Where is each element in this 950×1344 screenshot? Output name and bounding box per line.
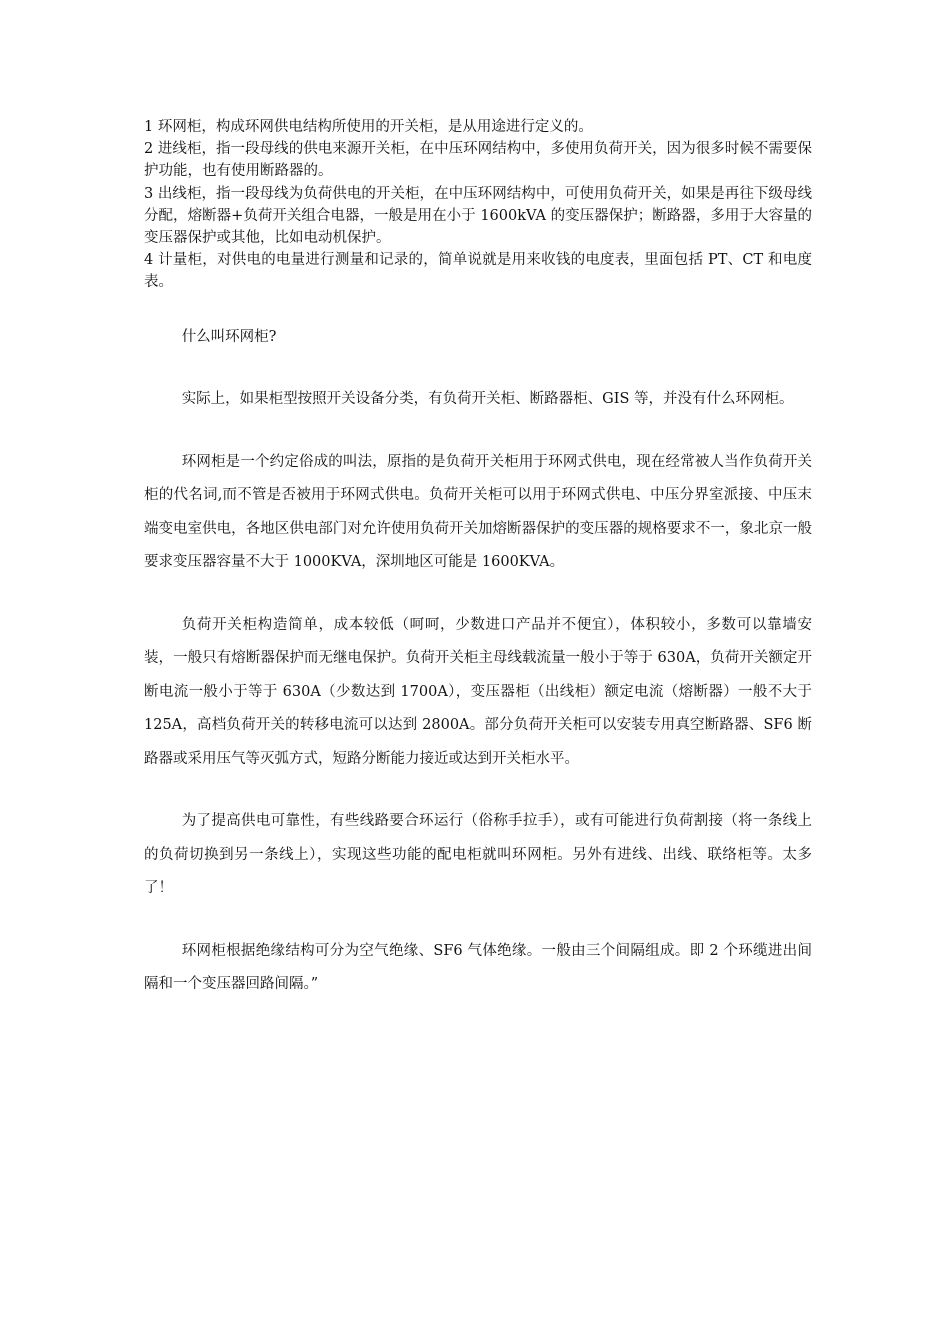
list-item-incoming-cabinet: 2 进线柜，指一段母线的供电来源开关柜，在中压环网结构中，多使用负荷开关，因为很多时候不需要保护功能，也有使用断路器的。 (144, 141, 812, 180)
paragraph-reliability: 为了提高供电可靠性，有些线路要合环运行（俗称手拉手），或有可能进行负荷割接（将一条线上的负荷切换到另一条线上），实现这些功能的配电柜就叫环网柜。另外有进线、出线、联络柜等。太多了！ (144, 813, 812, 897)
list-item-metering-cabinet: 4 计量柜，对供电的电量进行测量和记录的，简单说就是用来收钱的电度表，里面包括 PT、CT 和电度表。 (144, 252, 812, 291)
cabinet-type-list (144, 116, 812, 294)
paragraph-insulation: 环网柜根据绝缘结构可分为空气绝缘、SF6 气体绝缘。一般由三个间隔组成。即 2 个环缆进出间隔和一个变压器回路间隔。” (144, 942, 812, 993)
section-heading: 什么叫环网柜? (181, 328, 277, 345)
document-body (144, 116, 812, 1002)
paragraph-definition: 环网柜是一个约定俗成的叫法，原指的是负荷开关柜用于环网式供电，现在经常被人当作负荷开关柜的代名词,而不管是否被用于环网式供电。负荷开关柜可以用于环网式供电、中压分界室派接、中压末端变电室供电，各地区供电部门对允许使用负荷开关加熔断器保护的变压器的规格要求不一，象北京一般要求变压器容量不大于 1000KVA，深圳地区可能是 1600KVA。 (144, 453, 812, 571)
list-item-outgoing-cabinet: 3 出线柜，指一段母线为负荷供电的开关柜，在中压环网结构中，可使用负荷开关，如果是再往下级母线分配，熔断器+负荷开关组合电器，一般是用在小于 1600kVA 的变压器保护；断路器，多用于大容量的变压器保护或其他，比如电动机保护。 (144, 185, 812, 247)
paragraph-classification: 实际上，如果柜型按照开关设备分类，有负荷开关柜、断路器柜、GIS 等，并没有什么环网柜。 (181, 391, 794, 408)
paragraph-construction: 负荷开关柜构造简单，成本较低（呵呵，少数进口产品并不便宜），体积较小，多数可以靠墙安装，一般只有熔断器保护而无继电保护。负荷开关柜主母线载流量一般小于等于 630A，负荷开关额定开断电流一般小于等于 630A（少数达到 1700A），变压器柜（出线柜）额定电流（熔断器）一般不大于 125A，高档负荷开关的转移电流可以达到 2800A。部分负荷开关柜可以安装专用真空断路器、SF6 断路器或采用压气等灭弧方式，短路分断能力接近或达到开关柜水平。 (144, 616, 812, 767)
list-item-ring-main-cabinet: 1 环网柜，构成环网供电结构所使用的开关柜，是从用途进行定义的。 (144, 119, 593, 135)
